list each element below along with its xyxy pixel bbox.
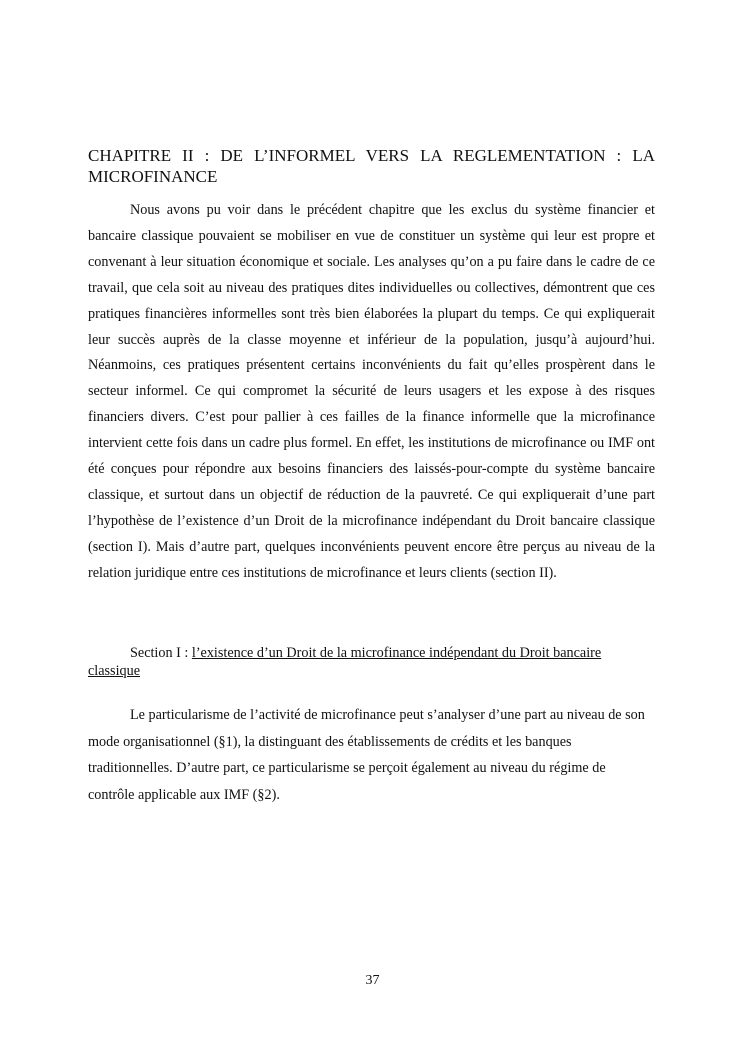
section-prefix: Section I :	[130, 645, 192, 661]
section-title: l’existence d’un Droit de la microfinance indépendant du Droit bancaire classique	[88, 645, 602, 679]
section-paragraph: Le particularisme de l’activité de microfinance peut s’analyser d’une part au niveau de son mode organisationnel (§1), la distinguant des établissements de crédits et les banques traditionnelles. D’autre part, ce particularisme se perçoit également au niveau du régime de contrôle applicable aux IMF (§2).	[88, 707, 645, 803]
page-number: 37	[365, 973, 380, 988]
intro-paragraph: Nous avons pu voir dans le précédent chapitre que les exclus du système financier et bancaire classique pouvaient se mobiliser en vue de constituer un système qui leur est propre et convenant à leur situation économique et sociale. Les analyses qu’on a pu faire dans le cadre de ce travail, que cela soit au niveau des pratiques dites individuelles ou collectives, démontrent que ces pratiques financières informelles sont très bien élaborées la plupart du temps. Ce qui expliquerait leur succès auprès de la classe moyenne et inférieur de la population, jusqu’à aujourd’hui. Néanmoins, ces pratiques présentent certains inconvénients du fait qu’elles prospèrent dans le secteur informel. Ce qui compromet la sécurité de leurs usagers et les expose à des risques financiers divers. C’est pour pallier à ces failles de la finance informelle que la microfinance intervient cette fois dans un cadre plus formel. En effet, les institutions de microfinance ou IMF ont été conçues pour répondre aux besoins financiers des laissés-pour-compte du système bancaire classique, et surtout dans un objectif de réduction de la pauvreté. Ce qui expliquerait d’une part l’hypothèse de l’existence d’un Droit de la microfinance indépendant du Droit bancaire classique (section I). Mais d’autre part, quelques inconvénients peuvent encore être perçus au niveau de la relation juridique entre ces institutions de microfinance et leurs clients (section II).	[88, 202, 655, 581]
section-heading	[88, 644, 655, 680]
chapter-title: CHAPITRE II : DE L’INFORMEL VERS LA REGLEMENTATION : LA MICROFINANCE	[88, 146, 655, 186]
